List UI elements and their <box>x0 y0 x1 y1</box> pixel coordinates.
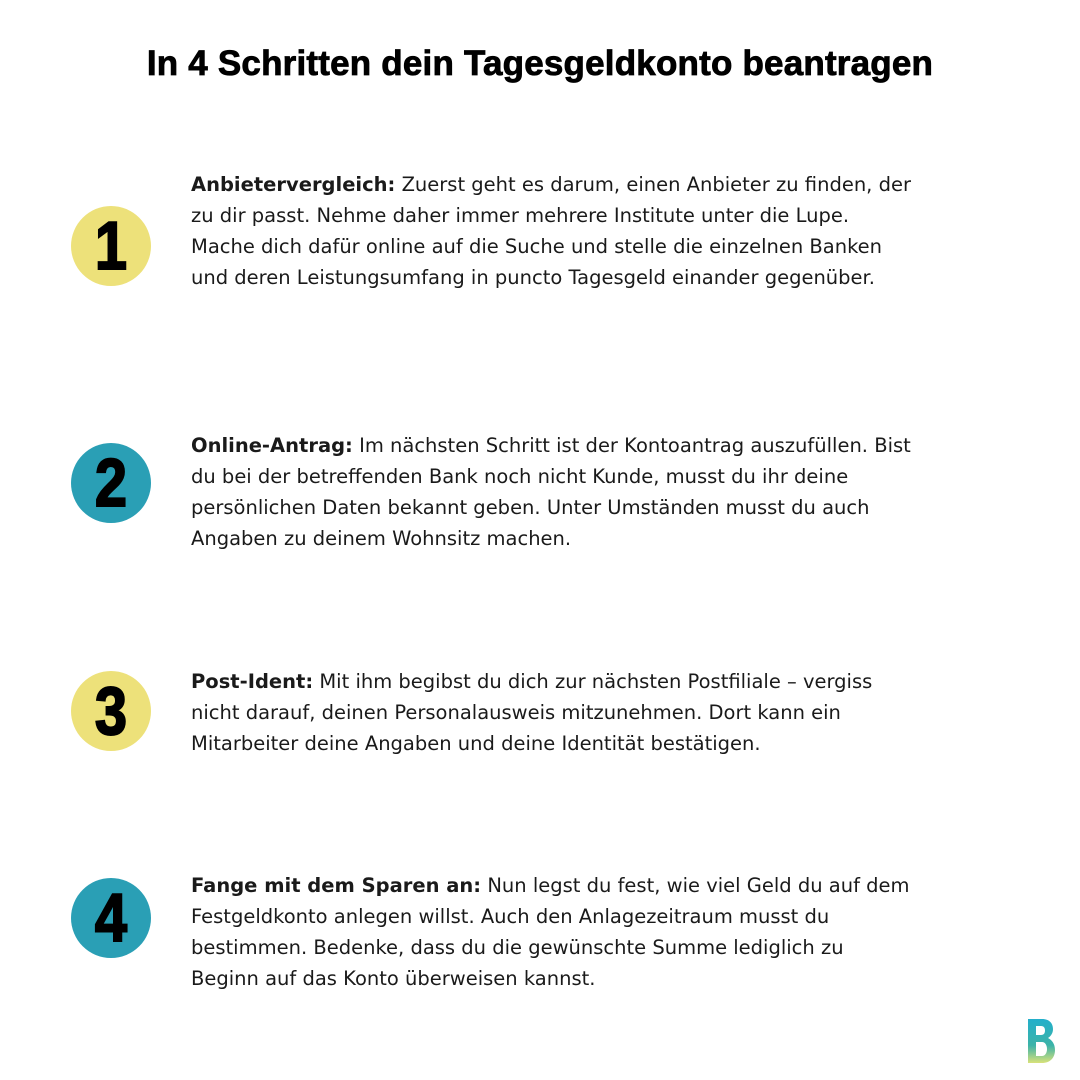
step-number: 1 <box>94 208 128 284</box>
step-number: 3 <box>94 673 128 749</box>
step-number: 2 <box>94 445 128 521</box>
step-label: Fange mit dem Sparen an: <box>191 874 482 897</box>
step-number: 4 <box>94 880 128 956</box>
step-4-badge <box>71 878 151 958</box>
step-line: persönlichen Daten bekannt geben. Unter Umständen musst du auch <box>191 496 870 519</box>
step-line: du bei der betreffenden Bank noch nicht Kunde, musst du ihr deine <box>191 465 849 488</box>
step-label: Anbietervergleich: <box>191 173 396 196</box>
step-line: Beginn auf das Konto überweisen kannst. <box>191 967 596 990</box>
step-3-badge <box>71 671 151 751</box>
step-4-text <box>191 870 1041 994</box>
step-line: Nun legst du fest, wie viel Geld du auf dem <box>487 874 910 897</box>
step-line: nicht darauf, deinen Personalausweis mitzunehmen. Dort kann ein <box>191 701 841 724</box>
step-label: Online-Antrag: <box>191 434 353 457</box>
step-line: Festgeldkonto anlegen willst. Auch den Anlagezeitraum musst du <box>191 905 830 928</box>
page-title: In 4 Schritten dein Tagesgeldkonto beantragen <box>146 44 934 83</box>
step-label: Post-Ident: <box>191 670 314 693</box>
step-line: und deren Leistungsumfang in puncto Tagesgeld einander gegenüber. <box>191 266 875 289</box>
step-line: Mache dich dafür online auf die Suche und stelle die einzelnen Banken <box>191 235 883 258</box>
step-2-text <box>191 430 1041 554</box>
step-line: Zuerst geht es darum, einen Anbieter zu finden, der <box>401 173 911 196</box>
step-line: bestimmen. Bedenke, dass du die gewünschte Summe lediglich zu <box>191 936 844 959</box>
step-1-text <box>191 169 1041 293</box>
step-2-badge <box>71 443 151 523</box>
step-1-badge <box>71 206 151 286</box>
brand-logo-icon <box>1026 1017 1056 1069</box>
step-line: zu dir passt. Nehme daher immer mehrere Institute unter die Lupe. <box>191 204 850 227</box>
step-line: Angaben zu deinem Wohnsitz machen. <box>191 527 572 550</box>
step-line: Mit ihm begibst du dich zur nächsten Postfiliale – vergiss <box>319 670 873 693</box>
step-line: Mitarbeiter deine Angaben und deine Identität bestätigen. <box>191 732 761 755</box>
step-3-text <box>191 666 1041 759</box>
step-line: Im nächsten Schritt ist der Kontoantrag auszufüllen. Bist <box>359 434 911 457</box>
